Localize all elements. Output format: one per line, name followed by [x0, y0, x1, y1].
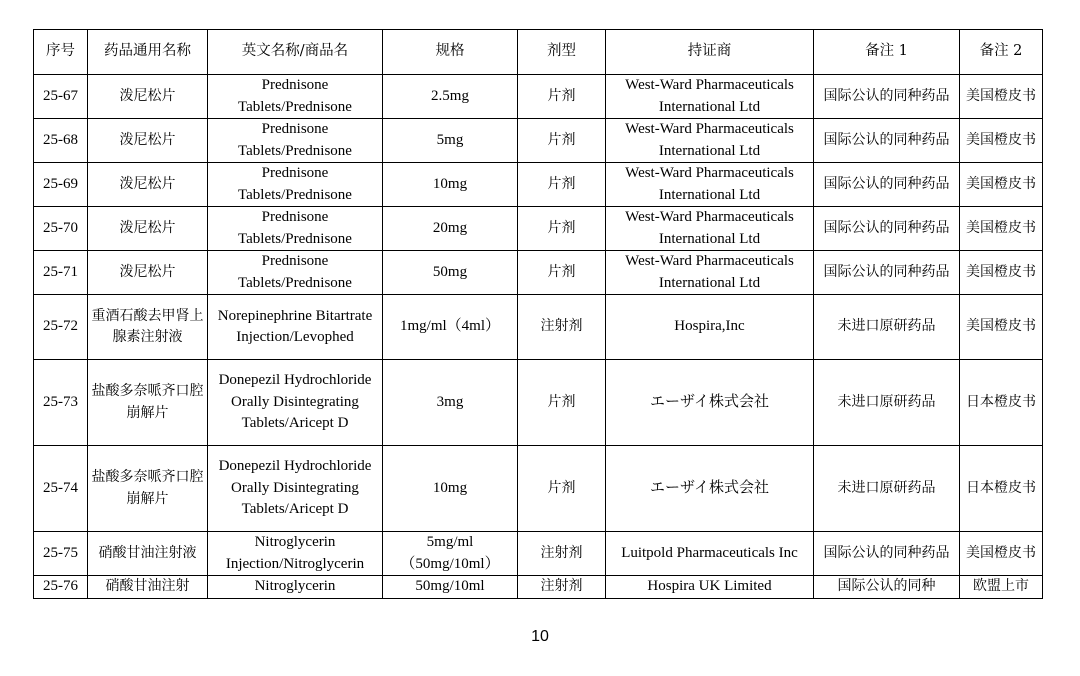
- cell-english-name: Nitroglycerin Injection/Nitroglycerin: [208, 532, 383, 576]
- cell-note-1: 国际公认的同种药品: [814, 207, 960, 251]
- cell-note-1: 未进口原研药品: [814, 360, 960, 446]
- cell-generic-name: 盐酸多奈哌齐口腔崩解片: [88, 360, 208, 446]
- cell-index: 25-69: [34, 163, 88, 207]
- cell-note-2: 日本橙皮书: [960, 446, 1043, 532]
- cell-dosage-form: 片剂: [518, 251, 606, 295]
- cell-note-2: 美国橙皮书: [960, 532, 1043, 576]
- cell-holder: West-Ward Pharmaceuticals International Ltd: [606, 251, 814, 295]
- cell-holder: West-Ward Pharmaceuticals International Ltd: [606, 75, 814, 119]
- col-header-dosage-form: 剂型: [518, 30, 606, 75]
- cell-note-1: 未进口原研药品: [814, 295, 960, 360]
- cell-dosage-form: 片剂: [518, 119, 606, 163]
- cell-index: 25-72: [34, 295, 88, 360]
- col-header-note-2: 备注 2: [960, 30, 1043, 75]
- cell-dosage-form: 注射剂: [518, 576, 606, 599]
- cell-note-2: 美国橙皮书: [960, 75, 1043, 119]
- col-header-spec: 规格: [383, 30, 518, 75]
- col-header-holder: 持证商: [606, 30, 814, 75]
- col-header-index: 序号: [34, 30, 88, 75]
- cell-index: 25-68: [34, 119, 88, 163]
- cell-dosage-form: 片剂: [518, 446, 606, 532]
- cell-note-1: 国际公认的同种: [814, 576, 960, 599]
- cell-dosage-form: 片剂: [518, 75, 606, 119]
- cell-spec: 3mg: [383, 360, 518, 446]
- table-body: [34, 75, 1043, 599]
- cell-dosage-form: 注射剂: [518, 532, 606, 576]
- cell-note-1: 国际公认的同种药品: [814, 532, 960, 576]
- cell-note-2: 美国橙皮书: [960, 163, 1043, 207]
- cell-generic-name: 泼尼松片: [88, 163, 208, 207]
- cell-spec: 10mg: [383, 446, 518, 532]
- cell-generic-name: 硝酸甘油注射液: [88, 532, 208, 576]
- table-row: [34, 251, 1043, 295]
- col-header-note-1: 备注 1: [814, 30, 960, 75]
- cell-index: 25-76: [34, 576, 88, 599]
- cell-english-name: Prednisone Tablets/Prednisone: [208, 163, 383, 207]
- table-row: [34, 446, 1043, 532]
- cell-note-2: 美国橙皮书: [960, 207, 1043, 251]
- cell-holder: Hospira UK Limited: [606, 576, 814, 599]
- col-header-english-name: 英文名称/商品名: [208, 30, 383, 75]
- cell-english-name: Prednisone Tablets/Prednisone: [208, 75, 383, 119]
- cell-note-1: 未进口原研药品: [814, 446, 960, 532]
- cell-english-name: Donepezil Hydrochloride Orally Disintegrating Tablets/Aricept D: [208, 446, 383, 532]
- cell-spec: 50mg/10ml: [383, 576, 518, 599]
- cell-holder: West-Ward Pharmaceuticals International Ltd: [606, 163, 814, 207]
- cell-english-name: Prednisone Tablets/Prednisone: [208, 251, 383, 295]
- table-row: [34, 532, 1043, 576]
- cell-generic-name: 泼尼松片: [88, 251, 208, 295]
- cell-generic-name: 硝酸甘油注射: [88, 576, 208, 599]
- page-number: 10: [531, 628, 549, 645]
- table-row: [34, 207, 1043, 251]
- cell-index: 25-67: [34, 75, 88, 119]
- cell-holder: エーザイ株式会社: [606, 360, 814, 446]
- cell-note-1: 国际公认的同种药品: [814, 163, 960, 207]
- cell-index: 25-75: [34, 532, 88, 576]
- cell-generic-name: 重酒石酸去甲肾上腺素注射液: [88, 295, 208, 360]
- header-row: [34, 30, 1043, 75]
- cell-dosage-form: 注射剂: [518, 295, 606, 360]
- cell-dosage-form: 片剂: [518, 163, 606, 207]
- cell-index: 25-70: [34, 207, 88, 251]
- cell-index: 25-73: [34, 360, 88, 446]
- cell-note-2: 日本橙皮书: [960, 360, 1043, 446]
- cell-spec: 20mg: [383, 207, 518, 251]
- cell-note-2: 美国橙皮书: [960, 295, 1043, 360]
- cell-english-name: Donepezil Hydrochloride Orally Disintegrating Tablets/Aricept D: [208, 360, 383, 446]
- cell-note-1: 国际公认的同种药品: [814, 119, 960, 163]
- cell-spec: 2.5mg: [383, 75, 518, 119]
- cell-note-2: 美国橙皮书: [960, 251, 1043, 295]
- cell-generic-name: 盐酸多奈哌齐口腔崩解片: [88, 446, 208, 532]
- cell-english-name: Norepinephrine Bitartrate Injection/Levophed: [208, 295, 383, 360]
- table-row: [34, 163, 1043, 207]
- cell-dosage-form: 片剂: [518, 207, 606, 251]
- cell-holder: Luitpold Pharmaceuticals Inc: [606, 532, 814, 576]
- cell-generic-name: 泼尼松片: [88, 75, 208, 119]
- cell-english-name: Prednisone Tablets/Prednisone: [208, 119, 383, 163]
- col-header-generic-name: 药品通用名称: [88, 30, 208, 75]
- cell-dosage-form: 片剂: [518, 360, 606, 446]
- cell-note-1: 国际公认的同种药品: [814, 251, 960, 295]
- table-row: [34, 576, 1043, 599]
- cell-note-1: 国际公认的同种药品: [814, 75, 960, 119]
- cell-spec: 50mg: [383, 251, 518, 295]
- cell-index: 25-71: [34, 251, 88, 295]
- table-row: [34, 360, 1043, 446]
- cell-holder: West-Ward Pharmaceuticals International Ltd: [606, 119, 814, 163]
- cell-spec: 5mg/ml（50mg/10ml）: [383, 532, 518, 576]
- cell-spec: 10mg: [383, 163, 518, 207]
- cell-note-2: 美国橙皮书: [960, 119, 1043, 163]
- drug-list-table: [33, 29, 1043, 599]
- cell-generic-name: 泼尼松片: [88, 119, 208, 163]
- table-row: [34, 119, 1043, 163]
- cell-english-name: Prednisone Tablets/Prednisone: [208, 207, 383, 251]
- cell-generic-name: 泼尼松片: [88, 207, 208, 251]
- table-row: [34, 295, 1043, 360]
- cell-index: 25-74: [34, 446, 88, 532]
- cell-english-name: Nitroglycerin: [208, 576, 383, 599]
- cell-note-2: 欧盟上市: [960, 576, 1043, 599]
- cell-holder: エーザイ株式会社: [606, 446, 814, 532]
- cell-holder: Hospira,Inc: [606, 295, 814, 360]
- cell-holder: West-Ward Pharmaceuticals International Ltd: [606, 207, 814, 251]
- table-row: [34, 75, 1043, 119]
- cell-spec: 5mg: [383, 119, 518, 163]
- cell-spec: 1mg/ml（4ml）: [383, 295, 518, 360]
